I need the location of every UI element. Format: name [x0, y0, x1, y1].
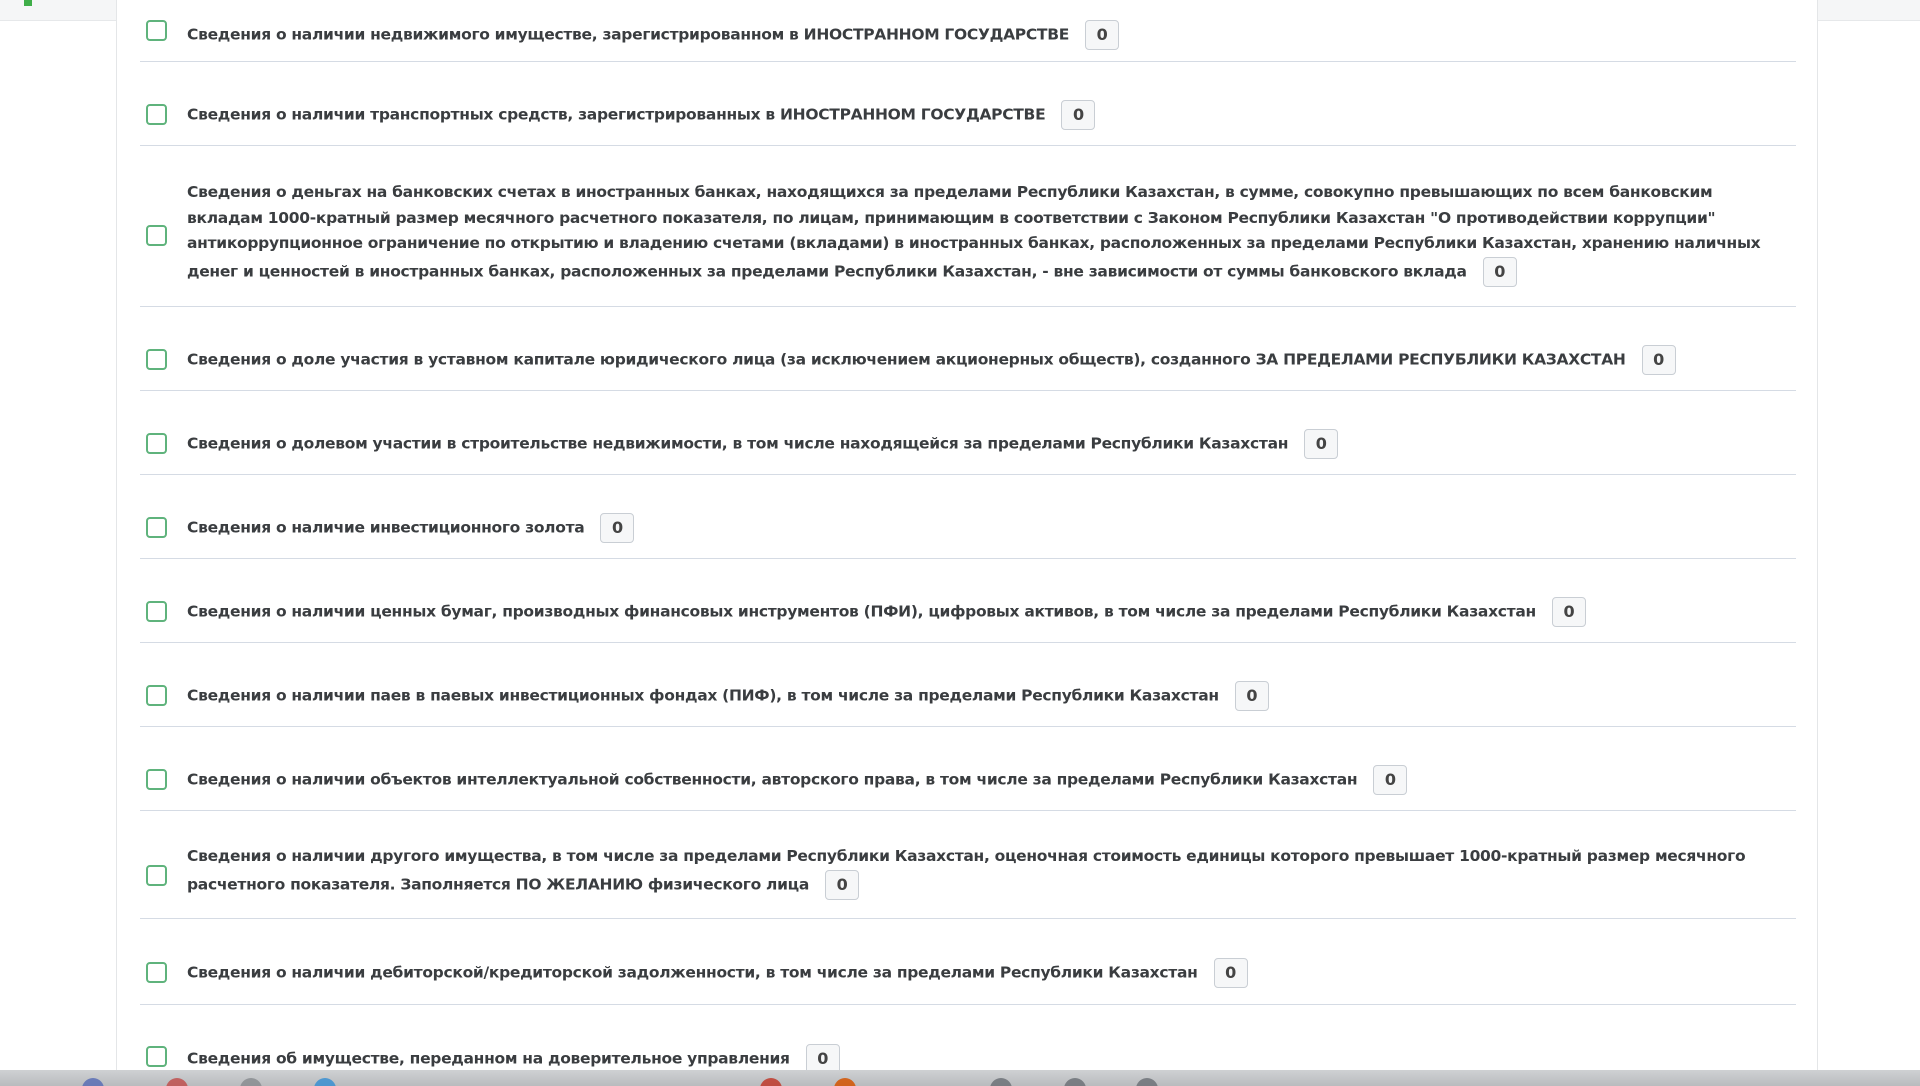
item-label: Сведения о наличии другого имущества, в том числе за пределами Республики Казахстан, оценочная стоимость единицы которого превышает 1000-кратный размер месячного расчетного показателя. Заполняется ПО ЖЕЛАНИЮ физического лица [187, 847, 1746, 893]
checkbox[interactable] [146, 517, 167, 538]
item-label: Сведения о деньгах на банковских счетах в иностранных банках, находящихся за пределами Республики Казахстан, в сумме, совокупно превышающих по всем банковским вкладам 1000-кратный размер месячного расчетного показателя, по лицам, принимающим в соответствии с Законом Республики Казахстан "О противодействии коррупции" антикоррупционное ограничение по открытию и владению счетами (вкладами) в иностранных банках, расположенных за пределами Республики Казахстан, хранению наличных денег и ценностей в иностранных банках, расположенных за пределами Республики Казахстан, - вне зависимости от суммы банковского вклада [187, 183, 1761, 280]
list-item-content [187, 513, 1784, 543]
list-item-content [187, 345, 1784, 375]
list-item [140, 559, 1796, 643]
item-label: Сведения о наличии транспортных средств, зарегистрированных в ИНОСТРАННОМ ГОСУДАРСТВЕ [187, 105, 1046, 124]
count-badge: 0 [825, 870, 859, 900]
list-item-content [187, 180, 1784, 287]
list-item-content [187, 681, 1784, 711]
checkbox[interactable] [146, 685, 167, 706]
checkbox[interactable] [146, 601, 167, 622]
list-item-content [187, 958, 1784, 988]
item-label: Сведения о наличии объектов интеллектуальной собственности, авторского права, в том числе за пределами Республики Казахстан [187, 770, 1358, 789]
count-badge: 0 [1214, 958, 1248, 988]
list-item [140, 727, 1796, 811]
list-item [140, 811, 1796, 919]
checkbox[interactable] [146, 225, 167, 246]
list-item-content [187, 597, 1784, 627]
checkbox[interactable] [146, 349, 167, 370]
checkbox[interactable] [146, 104, 167, 125]
list-item [140, 0, 1796, 62]
taskbar [0, 1070, 1920, 1086]
checkbox[interactable] [146, 769, 167, 790]
list-item [140, 475, 1796, 559]
item-label: Сведения о наличии недвижимого имуществе, зарегистрированном в ИНОСТРАННОМ ГОСУДАРСТВЕ [187, 25, 1070, 44]
list-item [140, 62, 1796, 146]
list-item-content [187, 844, 1784, 900]
list-item [140, 307, 1796, 391]
count-badge: 0 [1235, 681, 1269, 711]
list-item [140, 919, 1796, 1005]
count-badge: 0 [1373, 765, 1407, 795]
item-label: Сведения о наличии паев в паевых инвестиционных фондах (ПИФ), в том числе за пределами Республики Казахстан [187, 686, 1219, 705]
item-label: Сведения о наличии дебиторской/кредиторской задолженности, в том числе за пределами Республики Казахстан [187, 963, 1198, 982]
list-item-content [187, 100, 1784, 130]
count-badge: 0 [1483, 257, 1517, 287]
checkbox[interactable] [146, 20, 167, 41]
checkbox[interactable] [146, 433, 167, 454]
count-badge: 0 [1642, 345, 1676, 375]
green-mark-icon [24, 0, 32, 6]
list-item-content [187, 429, 1784, 459]
list-item-content [187, 765, 1784, 795]
list-item [140, 391, 1796, 475]
checkbox[interactable] [146, 1046, 167, 1067]
count-badge: 0 [1085, 20, 1119, 50]
checkbox[interactable] [146, 962, 167, 983]
count-badge: 0 [600, 513, 634, 543]
item-label: Сведения о наличие инвестиционного золота [187, 518, 585, 537]
item-label: Сведения о долевом участии в строительстве недвижимости, в том числе находящейся за пределами Республики Казахстан [187, 434, 1289, 453]
list-item [140, 643, 1796, 727]
count-badge: 0 [1061, 100, 1095, 130]
list-item-content [187, 20, 1784, 50]
item-label: Сведения о доле участия в уставном капитале юридического лица (за исключением акционерных обществ), созданного ЗА ПРЕДЕЛАМИ РЕСПУБЛИКИ КАЗАХСТАН [187, 350, 1626, 369]
item-label: Сведения об имуществе, переданном на доверительное управления [187, 1049, 790, 1068]
count-badge: 0 [1552, 597, 1586, 627]
list-item [140, 146, 1796, 307]
item-label: Сведения о наличии ценных бумаг, производных финансовых инструментов (ПФИ), цифровых активов, в том числе за пределами Республики Казахстан [187, 602, 1536, 621]
checkbox[interactable] [146, 865, 167, 886]
count-badge: 0 [1304, 429, 1338, 459]
count-badge: 0 [806, 1044, 840, 1074]
